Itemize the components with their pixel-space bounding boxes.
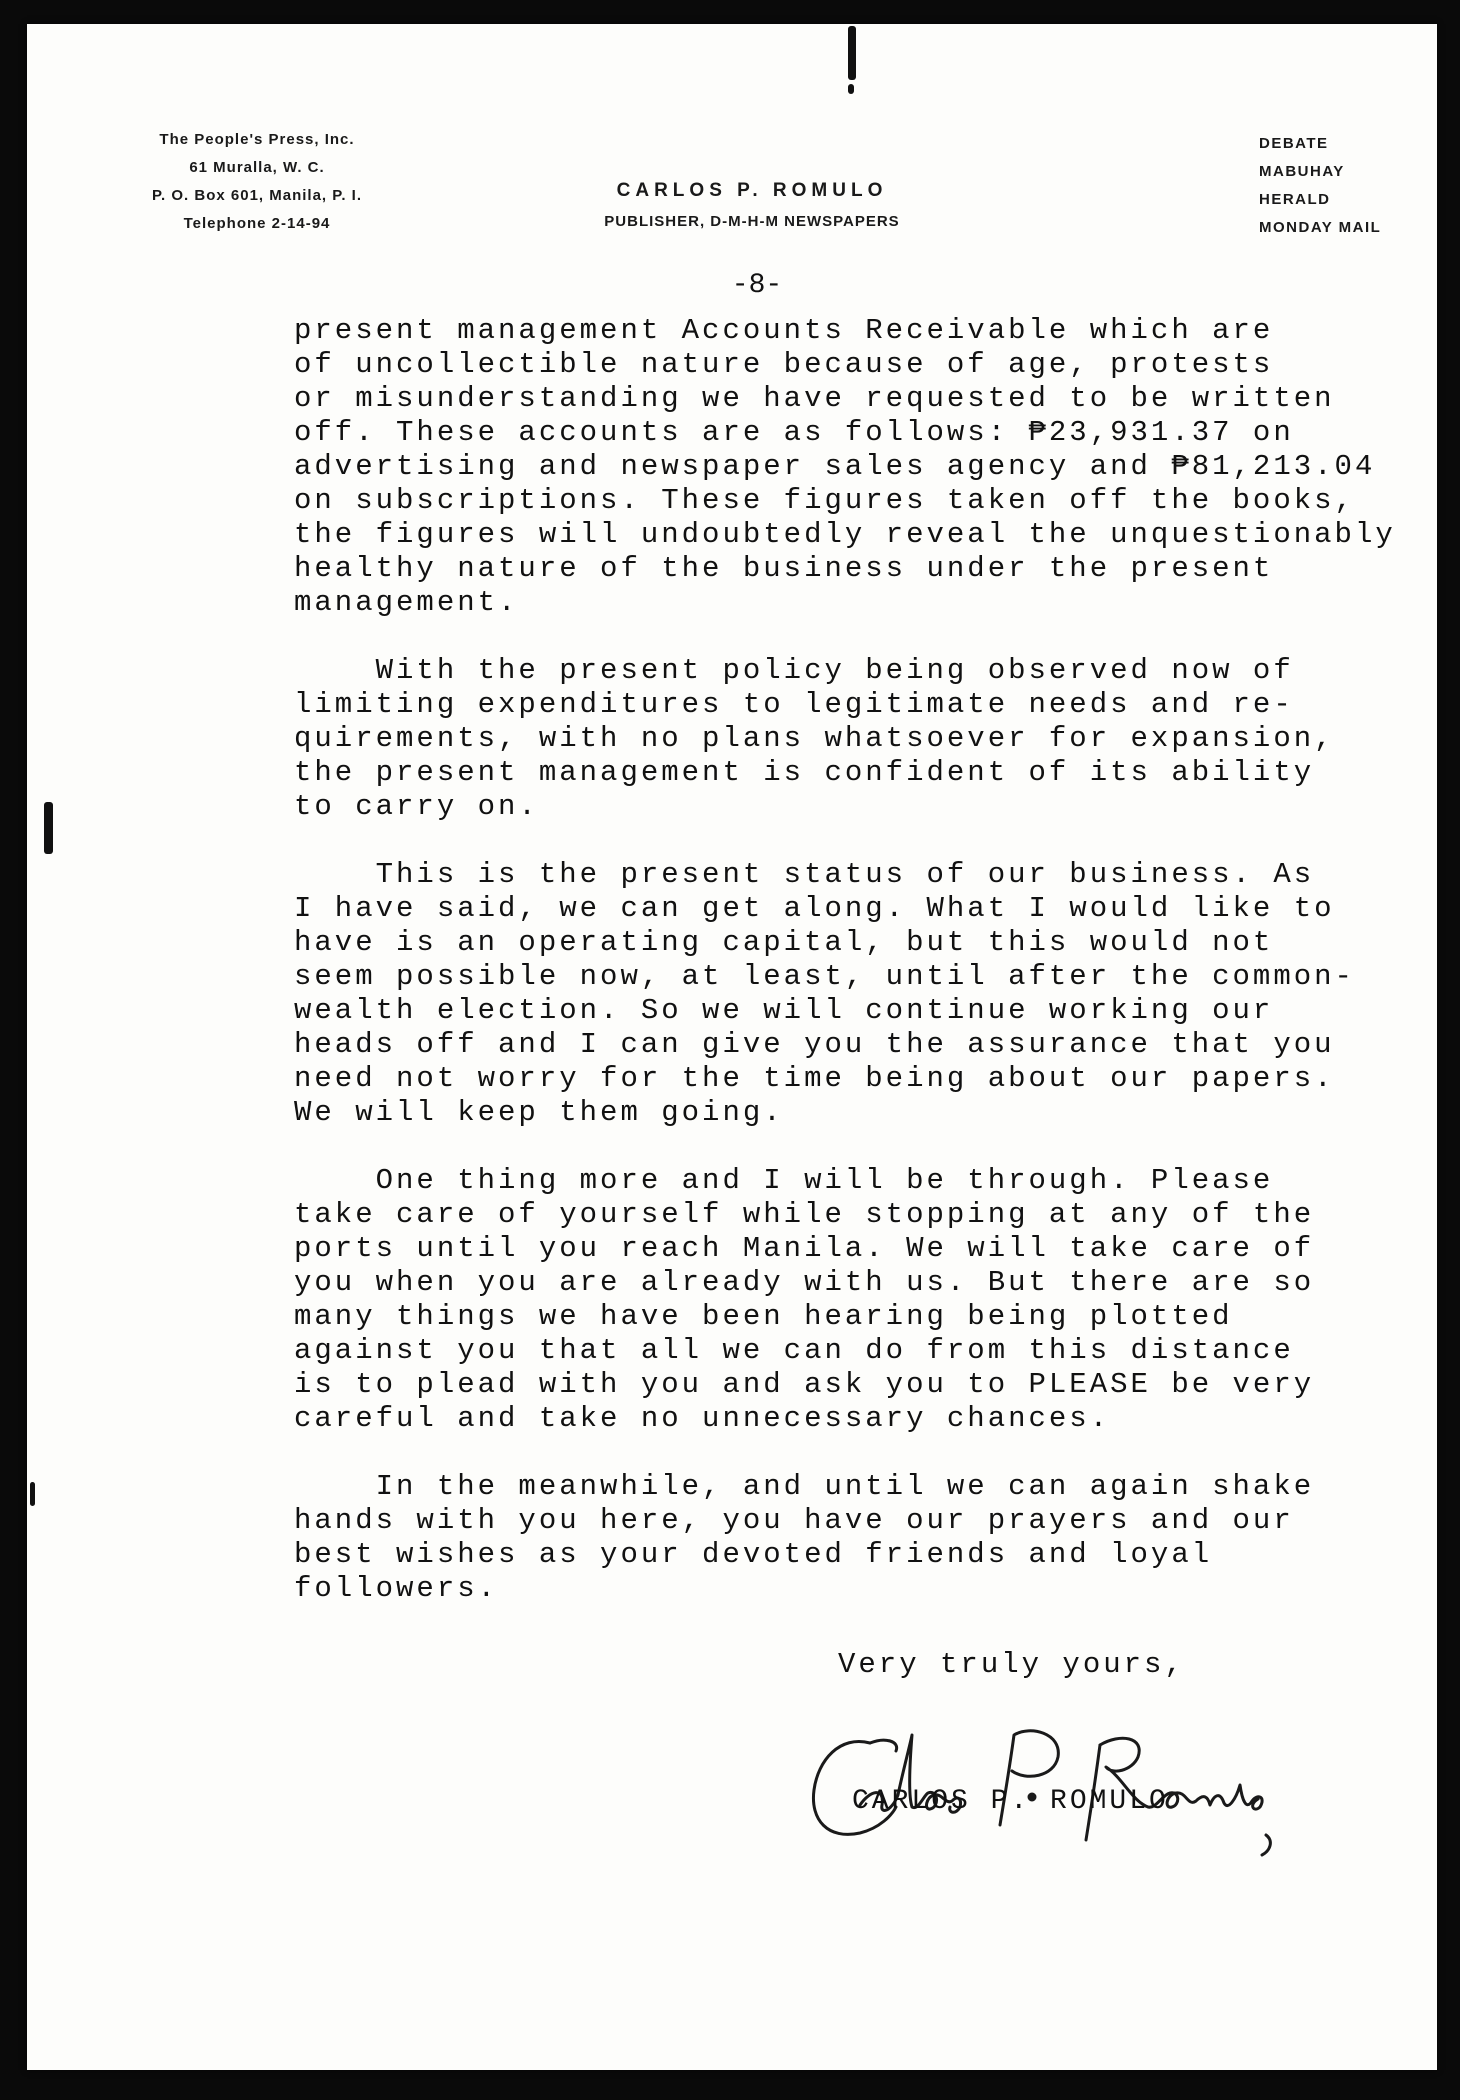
body-line: against you that all we can do from this distance	[294, 1334, 1294, 1367]
body-line: need not worry for the time being about our papers.	[294, 1062, 1335, 1095]
body-line: to carry on.	[294, 790, 539, 823]
body-line: is to plead with you and ask you to PLEASE be very	[294, 1368, 1315, 1401]
newspaper-debate: DEBATE	[1259, 135, 1329, 152]
body-line: many things we have been hearing being plotted	[294, 1300, 1233, 1333]
body-line: off. These accounts are as follows: ₱23,931.37 on	[294, 416, 1294, 449]
body-line: In the meanwhile, and until we can again shake	[294, 1470, 1315, 1503]
company-po-box: P. O. Box 601, Manila, P. I.	[151, 187, 363, 204]
typed-signatory-name: CARLOS P. ROMULO	[852, 1786, 1169, 1817]
body-line: followers.	[294, 1572, 499, 1605]
publisher-title: PUBLISHER, D-M-H-M NEWSPAPERS	[604, 213, 900, 230]
body-line: take care of yourself while stopping at any of the	[294, 1198, 1315, 1231]
body-line: One thing more and I will be through. Please	[294, 1164, 1274, 1197]
body-line: With the present policy being observed now of	[294, 654, 1294, 687]
scan-mark-top	[848, 26, 856, 80]
newspaper-monday-mail: MONDAY MAIL	[1259, 219, 1382, 236]
paragraph-best-wishes	[294, 1470, 1374, 1606]
company-telephone: Telephone 2-14-94	[183, 215, 331, 232]
body-line: wealth election. So we will continue working our	[294, 994, 1274, 1027]
scan-mark-left-small	[30, 1482, 35, 1506]
body-line: advertising and newspaper sales agency and ₱81,213.04	[294, 450, 1376, 483]
body-line: This is the present status of our business. As	[294, 858, 1315, 891]
page-number: -8-	[731, 270, 783, 301]
closing-salutation: Very truly yours,	[838, 1648, 1185, 1681]
body-line: We will keep them going.	[294, 1096, 784, 1129]
body-line: ports until you reach Manila. We will take care of	[294, 1232, 1315, 1265]
body-line: quirements, with no plans whatsoever for expansion,	[294, 722, 1335, 755]
body-line: limiting expenditures to legitimate needs and re-	[294, 688, 1294, 721]
body-line: hands with you here, you have our prayers and our	[294, 1504, 1294, 1537]
body-line: careful and take no unnecessary chances.	[294, 1402, 1111, 1435]
newspaper-herald: HERALD	[1259, 191, 1331, 208]
scan-mark-left	[44, 802, 53, 854]
body-line: I have said, we can get along. What I would like to	[294, 892, 1335, 925]
body-line: best wishes as your devoted friends and loyal	[294, 1538, 1213, 1571]
company-name: The People's Press, Inc.	[159, 131, 355, 148]
body-line: heads off and I can give you the assurance that you	[294, 1028, 1335, 1061]
publisher-name: CARLOS P. ROMULO	[616, 180, 888, 201]
body-line: healthy nature of the business under the present	[294, 552, 1274, 585]
letter-body	[294, 314, 1396, 1640]
body-line: the present management is confident of its ability	[294, 756, 1315, 789]
paragraph-expenditure-policy	[294, 654, 1374, 824]
body-line: you when you are already with us. But there are so	[294, 1266, 1315, 1299]
body-line: management.	[294, 586, 519, 619]
body-line: of uncollectible nature because of age, protests	[294, 348, 1274, 381]
letterhead-newspapers	[1259, 130, 1439, 242]
paragraph-business-status	[294, 858, 1374, 1130]
paragraph-accounts-receivable	[294, 314, 1396, 620]
paragraph-take-care	[294, 1164, 1374, 1436]
scan-mark-top-dot	[848, 84, 854, 94]
body-line: seem possible now, at least, until after the common-	[294, 960, 1355, 993]
body-line: on subscriptions. These figures taken off the books,	[294, 484, 1355, 517]
letterhead-company-address	[97, 126, 417, 238]
body-line: present management Accounts Receivable which are	[294, 314, 1274, 347]
letterhead-publisher	[547, 174, 957, 236]
body-line: have is an operating capital, but this would not	[294, 926, 1274, 959]
newspaper-mabuhay: MABUHAY	[1259, 163, 1345, 180]
body-line: the figures will undoubtedly reveal the unquestionably	[294, 518, 1396, 551]
body-line: or misunderstanding we have requested to be written	[294, 382, 1335, 415]
company-street: 61 Muralla, W. C.	[189, 159, 325, 176]
